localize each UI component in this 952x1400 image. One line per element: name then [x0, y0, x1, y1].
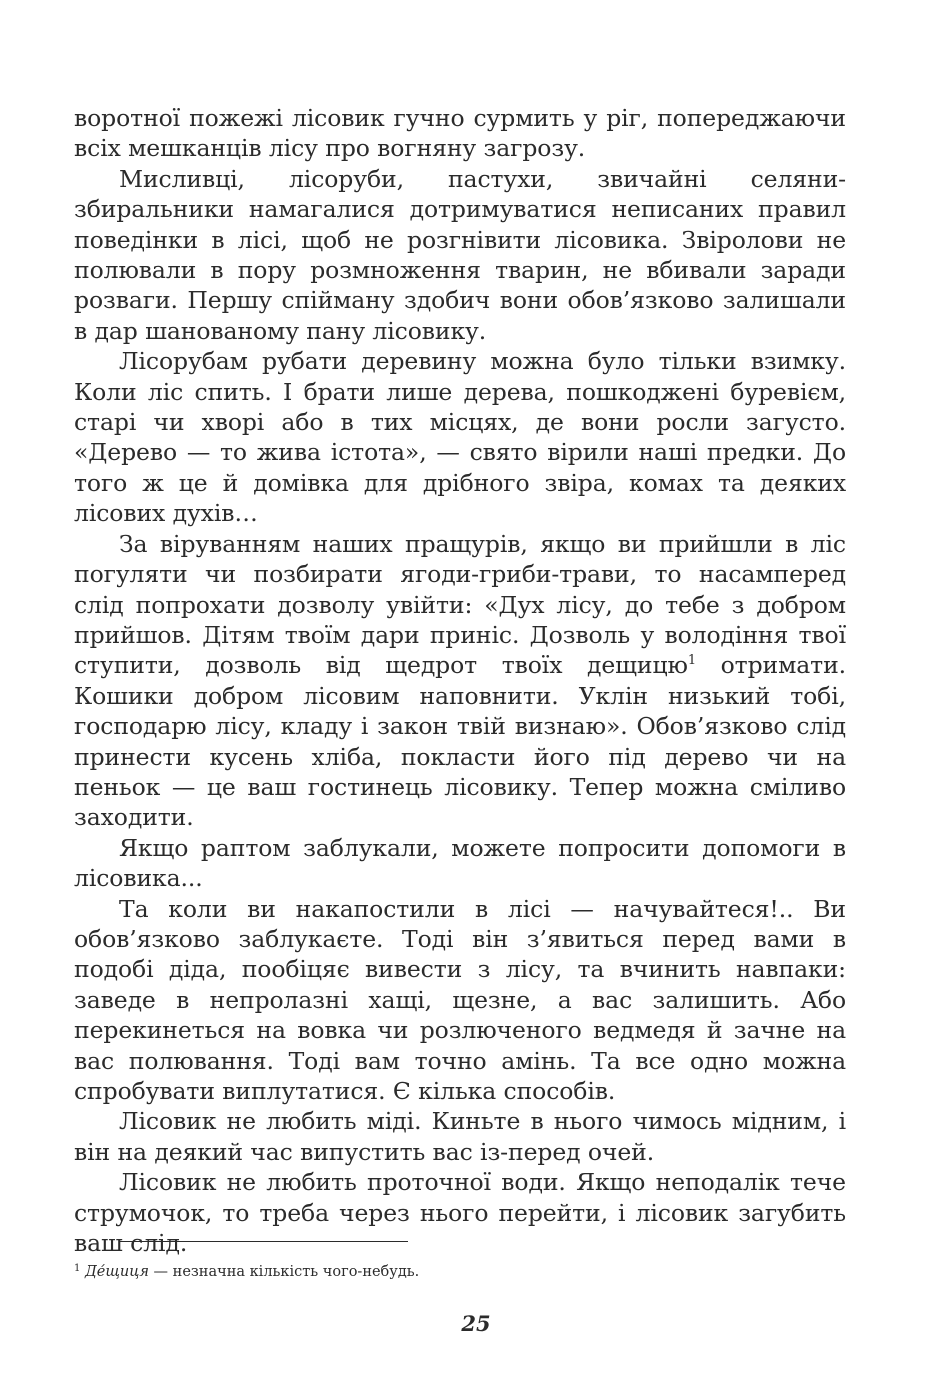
paragraph-3: Лісорубам рубати деревину можна було тільки взимку. Коли ліс спить. І брати лише дерева, пошкоджені буревієм, старі чи хворі або в тих місцях, де вони росли загусто. «Дерево — то жива істота», — свято вірили наші предки. До того ж це й домівка для дрібного звіра, комах та деяких лісових духів… — [74, 347, 846, 528]
page-number: 25 — [461, 1311, 491, 1336]
footnote-term: Де́щиця — [84, 1264, 149, 1280]
paragraph-4 — [74, 529, 846, 833]
footnote-definition: — незначна кількість чого-небудь. — [148, 1264, 420, 1280]
paragraph-1: воротної пожежі лісовик гучно сурмить у ріг, попереджаючи всіх мешканців лісу про вогняну загрозу. — [74, 104, 846, 163]
footnote-separator — [120, 1241, 408, 1242]
footnote — [74, 1262, 846, 1282]
paragraph-5: Якщо раптом заблукали, можете попросити допомоги в лісовика... — [74, 833, 846, 893]
body-text — [74, 103, 846, 1258]
footnote-reference: 1 — [687, 653, 696, 669]
paragraph-7: Лісовик не любить міді. Киньте в нього чимось мідним, і він на деякий час випустить вас із-перед очей. — [74, 1107, 846, 1166]
paragraph-6: Та коли ви накапостили в лісі — начувайтеся!.. Ви обов’язково заблукаєте. Тоді він з’явиться перед вами в подобі діда, пообіцяє вивести з лісу, та вчинить навпаки: заведе в непролазні хащі, щезне, а вас залишить. Або перекинеться на вовка чи розлюченого ведмедя й зачне на вас полювання. Тоді вам точно амінь. Та все одно можна спробувати виплутатися. Є кілька способів. — [74, 894, 846, 1105]
paragraph-2: Мисливці, лісоруби, пастухи, звичайні селяни-збиральники намагалися дотримуватися неписаних правил поведінки в лісі, щоб не розгнівити лісовика. Звіролови не полювали в пору розмноження тварин, не вбивали заради розваги. Першу спійману здобич вони обов’язково залишали в дар шанованому пану лісовику. — [74, 164, 846, 345]
paragraph-4-text-before: За віруванням наших пращурів, якщо ви прийшли в ліс погуляти чи позбирати ягоди-гриби-трави, то насамперед слід попрохати дозволу увійти: «Дух лісу, до тебе з добром прийшов. Дітям твоїм дари приніс. Дозволь у володіння твої ступити, дозволь від щедрот твоїх дещицю — [74, 529, 846, 680]
paragraph-8: Лісовик не любить проточної води. Якщо неподалік тече струмочок, то треба через нього перейти, і лісовик загубить ваш слід. — [74, 1168, 846, 1258]
paragraph-4-text-after: отримати. Кошики добром лісовим наповнити. Уклін низький тобі, господарю лісу, кладу і закон твій визнаю». Обов’язково слід принести кусень хліба, покласти його під дерево чи на пеньок — це ваш гостинець лісовику. Тепер можна сміливо заходити. — [74, 651, 846, 832]
footnote-mark: 1 — [74, 1263, 81, 1274]
